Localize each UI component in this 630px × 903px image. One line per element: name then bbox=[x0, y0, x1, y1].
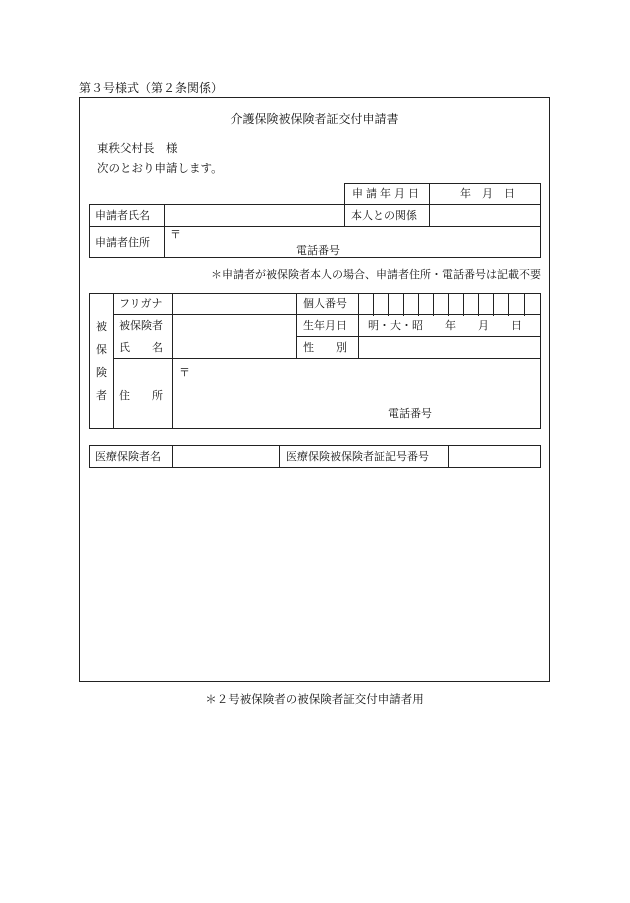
personal-number-digit-divider bbox=[403, 294, 404, 316]
medical-number-label: 医療保険被保険者証記号番号 bbox=[286, 450, 429, 463]
birth-label: 生年月日 bbox=[303, 319, 347, 332]
sex-label: 性 別 bbox=[303, 341, 347, 354]
form-number: 第３号様式（第２条関係） bbox=[79, 81, 224, 95]
personal-number-label: 個人番号 bbox=[303, 297, 347, 310]
insured-name-label-line2: 氏 名 bbox=[119, 341, 163, 354]
medical-insurer-field[interactable] bbox=[172, 445, 280, 468]
personal-number-digit-divider bbox=[433, 294, 434, 316]
personal-number-digit-divider bbox=[524, 294, 525, 316]
applicant-address-field[interactable] bbox=[164, 226, 541, 258]
relation-field[interactable] bbox=[429, 204, 541, 227]
personal-number-digit-divider bbox=[373, 294, 374, 316]
personal-number-digit-divider bbox=[388, 294, 389, 316]
personal-number-digit-divider bbox=[448, 294, 449, 316]
applicant-address-label: 申請者住所 bbox=[95, 236, 150, 249]
personal-number-digit-divider bbox=[463, 294, 464, 316]
insured-name-label-line1: 被保険者 bbox=[119, 319, 163, 332]
addressee: 東秩父村長 様 bbox=[97, 141, 178, 155]
applicant-note: ＊申請者が被保険者本人の場合、申請者住所・電話番号は記載不要 bbox=[211, 268, 541, 281]
birth-value: 明・大・昭 年 月 日 bbox=[368, 319, 522, 332]
medical-insurer-label: 医療保険者名 bbox=[95, 450, 161, 463]
furigana-field[interactable] bbox=[172, 293, 297, 315]
personal-number-digit-divider bbox=[508, 294, 509, 316]
insured-address-field[interactable] bbox=[172, 358, 541, 429]
postal-mark: 〒 bbox=[170, 228, 181, 241]
intro-text: 次のとおり申請します。 bbox=[97, 161, 223, 175]
insured-section-char-3: 険 bbox=[96, 366, 107, 379]
insured-postal-mark: 〒 bbox=[179, 366, 190, 379]
insured-section-char-1: 被 bbox=[96, 320, 107, 333]
relation-label: 本人との関係 bbox=[351, 209, 417, 222]
insured-phone-label: 電話番号 bbox=[388, 407, 432, 420]
sex-field[interactable] bbox=[358, 336, 541, 359]
applicant-name-field[interactable] bbox=[164, 204, 345, 227]
footer-note: ＊２号被保険者の被保険者証交付申請者用 bbox=[205, 692, 424, 706]
application-date-value: 年 月 日 bbox=[460, 187, 515, 200]
application-date-label: 申請年月日 bbox=[352, 187, 422, 200]
personal-number-digit-divider bbox=[478, 294, 479, 316]
insured-name-field[interactable] bbox=[172, 314, 297, 359]
applicant-phone-label: 電話番号 bbox=[296, 244, 340, 257]
medical-number-field[interactable] bbox=[448, 445, 541, 468]
personal-number-field[interactable] bbox=[358, 293, 541, 315]
insured-section-char-4: 者 bbox=[96, 389, 107, 402]
insured-section-char-2: 保 bbox=[96, 343, 107, 356]
furigana-label: フリガナ bbox=[119, 297, 163, 310]
personal-number-digit-divider bbox=[493, 294, 494, 316]
document-title: 介護保険被保険者証交付申請書 bbox=[230, 112, 399, 126]
insured-section-cell bbox=[89, 293, 114, 429]
applicant-name-label: 申請者氏名 bbox=[95, 209, 150, 222]
insured-address-label: 住 所 bbox=[119, 389, 163, 402]
personal-number-digit-divider bbox=[418, 294, 419, 316]
